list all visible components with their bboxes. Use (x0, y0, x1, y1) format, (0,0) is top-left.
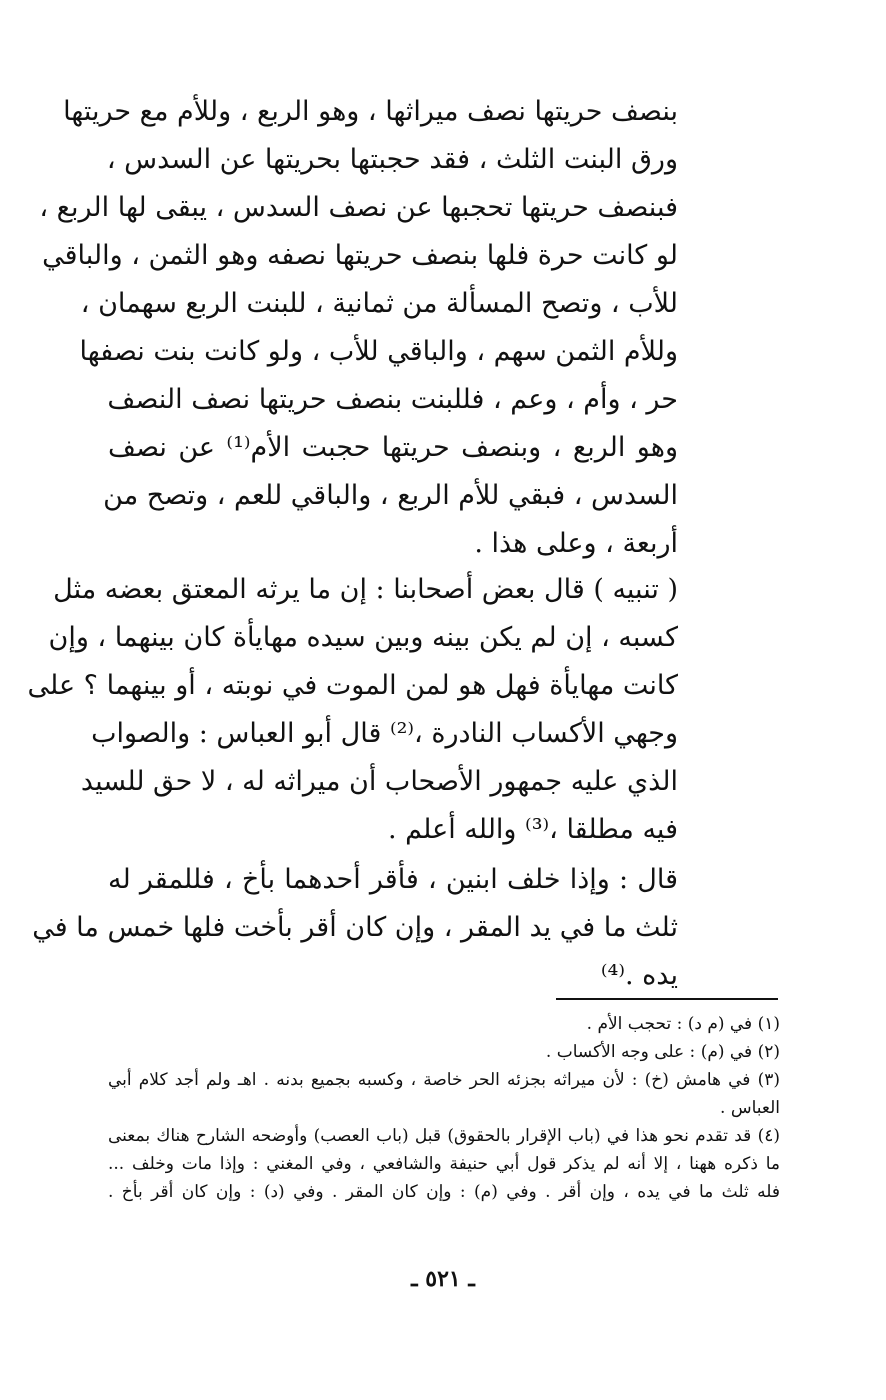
text-line: لو كانت حرة فلها بنصف حريتها نصفه وهو الثمن ، والباقي (42, 240, 678, 271)
footnote-separator (556, 998, 778, 1000)
text-line: أربعة ، وعلى هذا . (474, 528, 678, 559)
text-line: وجهي الأكساب النادرة ،⁽²⁾ قال أبو العباس : والصواب (91, 718, 678, 749)
footnote-line: (٣) في هامش (خ) : لأن ميراثه بجزئه الحر خاصة ، وكسبه بجميع بدنه . اهـ ولم أجد كلام أبي (108, 1070, 780, 1090)
text-line: ثلث ما في يد المقر ، وإن كان أقر بأخت فلها خمس ما في (32, 912, 678, 943)
main-paragraph-3 (32, 856, 678, 1000)
text-line: بنصف حريتها نصف ميراثها ، وهو الربع ، وللأم مع حريتها (63, 96, 678, 127)
text-line: فيه مطلقا ،⁽³⁾ والله أعلم . (388, 814, 678, 845)
text-line: ورق البنت الثلث ، فقد حجبتها بحريتها عن السدس ، (106, 144, 678, 175)
footnotes (108, 1010, 780, 1206)
main-paragraph-2 (27, 566, 678, 854)
text-line: ( تنبيه ) قال بعض أصحابنا : إن ما يرثه المعتق بعضه مثل (53, 574, 678, 605)
footnote-line: العباس . (720, 1098, 780, 1118)
main-paragraph-1 (39, 88, 678, 568)
footnote-line: (١) في (م د) : تحجب الأم . (586, 1014, 780, 1034)
text-line: كسبه ، إن لم يكن بينه وبين سيده مهايأة كان بينهما ، وإن (48, 622, 678, 653)
text-line: وهو الربع ، وبنصف حريتها حجبت الأم⁽¹⁾ عن نصف (108, 432, 678, 463)
text-line: الذي عليه جمهور الأصحاب أن ميراثه له ، لا حق للسيد (80, 766, 678, 797)
text-line: فبنصف حريتها تحجبها عن نصف السدس ، يبقى لها الربع ، (39, 192, 678, 223)
text-line: وللأم الثمن سهم ، والباقي للأب ، ولو كانت بنت نصفها (79, 336, 678, 367)
text-line: حر ، وأم ، وعم ، فللبنت بنصف حريتها نصف النصف (107, 384, 678, 415)
footnote-line: ما ذكره ههنا ، إلا أنه لم يذكر قول أبي حنيفة والشافعي ، وفي المغني : وإذا مات وخلف ... (108, 1154, 780, 1174)
footnote-line: (٤) قد تقدم نحو هذا في (باب الإقرار بالحقوق) قبل (باب العصب) وأوضحه الشارح هناك بمعنى (108, 1126, 780, 1146)
text-line: يده .⁽⁴⁾ (600, 960, 678, 991)
page-number: ـ ٥٢١ ـ (411, 1266, 475, 1292)
text-line: للأب ، وتصح المسألة من ثمانية ، للبنت الربع سهمان ، (80, 288, 678, 319)
text-line: قال : وإذا خلف ابنين ، فأقر أحدهما بأخ ، فللمقر له (108, 864, 678, 895)
text-line: السدس ، فبقي للأم الربع ، والباقي للعم ، وتصح من (103, 480, 678, 511)
text-line: كانت مهايأة فهل هو لمن الموت في نوبته ، أو بينهما ؟ على (27, 670, 678, 701)
footnote-line: (٢) في (م) : على وجه الأكساب . (545, 1042, 780, 1062)
footnote-line: فله ثلث ما في يده ، وإن أقر . وفي (م) : وإن كان المقر . وفي (د) : وإن كان أقر بأخ . (108, 1182, 780, 1202)
